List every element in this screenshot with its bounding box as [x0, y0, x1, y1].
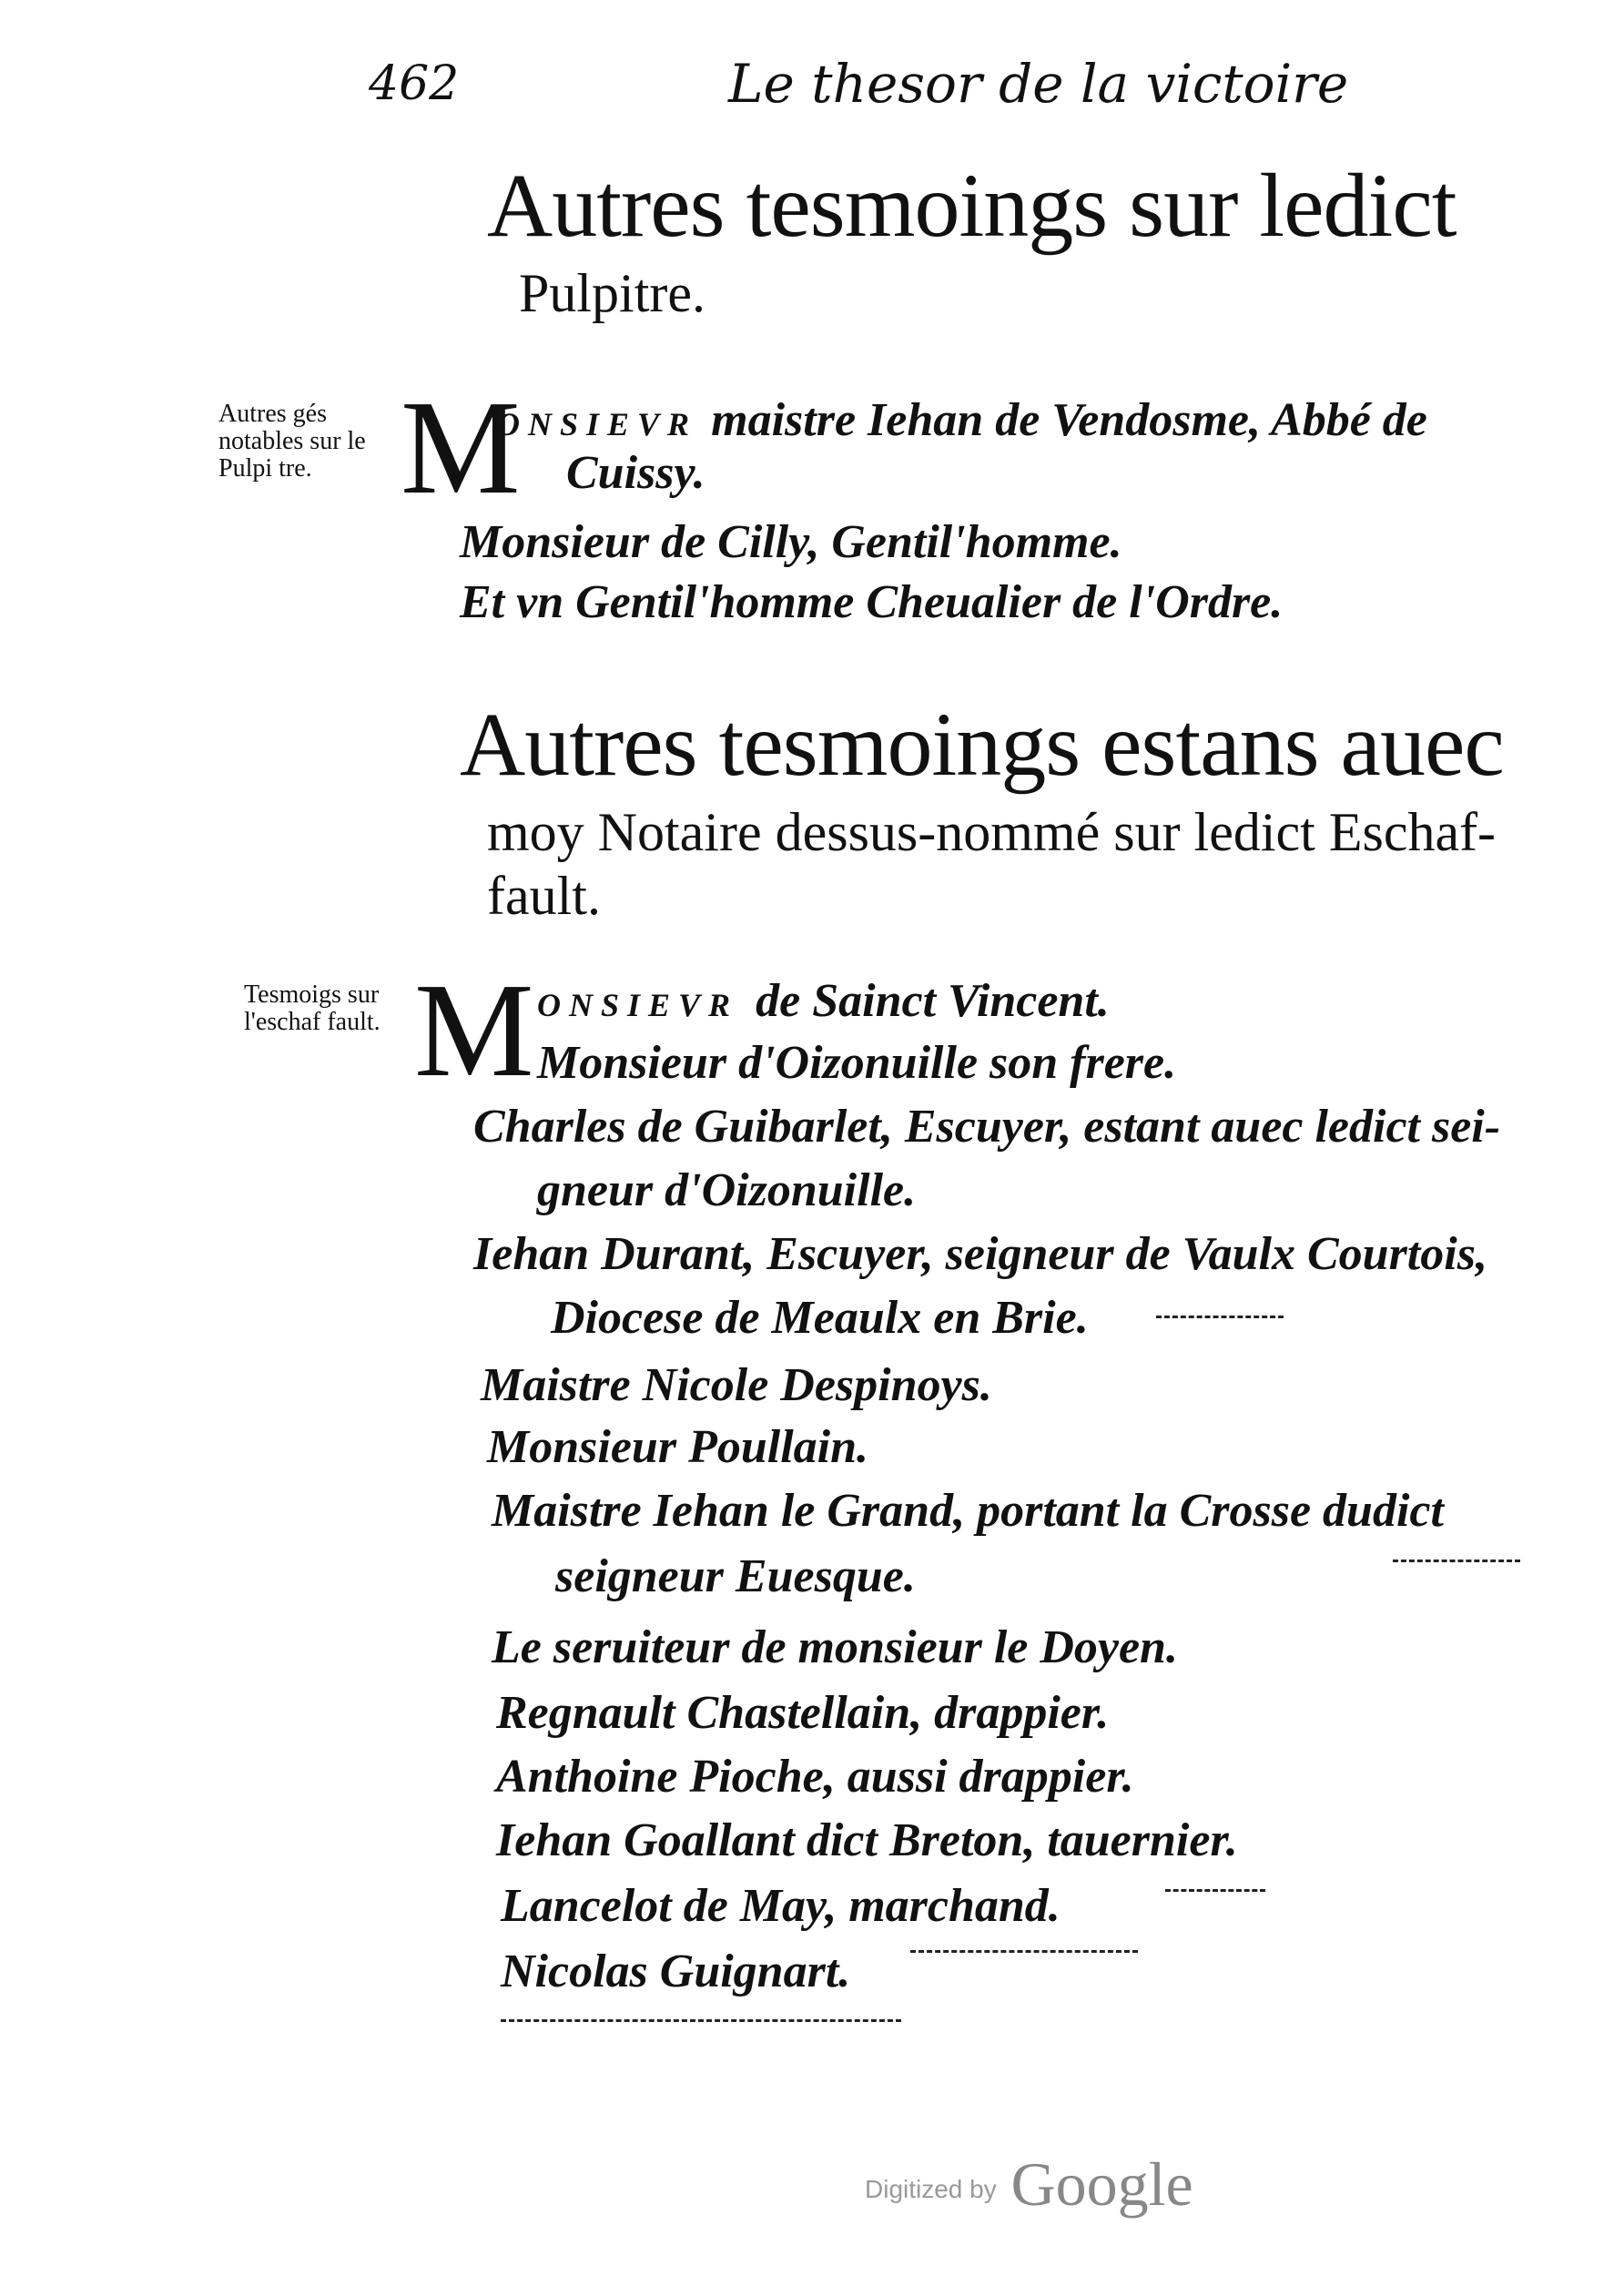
list-item: Nicolas Guignart.: [501, 1946, 851, 1997]
list-item: Diocese de Meaulx en Brie.: [551, 1292, 1089, 1344]
entry-text: de Sainct Vincent.: [756, 975, 1110, 1027]
google-logo: Google: [1010, 2149, 1193, 2219]
list-item: Lancelot de May, marchand.: [501, 1880, 1061, 1932]
section1-heading: Autres tesmoings sur ledict: [487, 155, 1457, 256]
dashed-rule: [1156, 1316, 1284, 1318]
list-item: Iehan Goallant dict Breton, tauernier.: [496, 1814, 1238, 1866]
list-item: Monsieur de Cilly, Gentil'homme.: [460, 516, 1122, 568]
list-item: Charles de Guibarlet, Escuyer, estant auec ledict sei-: [473, 1101, 1501, 1153]
section2-heading-cont: moy Notaire dessus-nommé sur ledict Eschaf-: [487, 802, 1497, 862]
section1-first-line: [496, 393, 1427, 447]
section1-heading-cont: Pulpitre.: [519, 263, 705, 323]
section2-heading-cont2: fault.: [487, 866, 601, 926]
digitized-label: Digitized by: [865, 2175, 997, 2203]
entry-text: maistre Iehan de Vendosme, Abbé de: [711, 394, 1427, 446]
section1-margin-note: Autres gés notables sur le Pulpi tre.: [218, 400, 366, 483]
list-item: gneur d'Oizonuille.: [537, 1164, 917, 1216]
dashed-rule: [1165, 1889, 1265, 1892]
dashed-rule: [501, 2019, 901, 2022]
digitized-footer: [865, 2149, 1193, 2220]
list-item: Regnault Chastellain, drappier.: [496, 1687, 1110, 1739]
running-title: Le thesor de la victoire: [728, 53, 1349, 115]
smallcaps-word: ONSIEVR: [537, 987, 739, 1023]
list-item: Maistre Iehan le Grand, portant la Crosse dudict: [492, 1485, 1444, 1537]
list-item: Le seruiteur de monsieur le Doyen.: [492, 1621, 1178, 1673]
list-item: Monsieur d'Oizonuille son frere.: [537, 1037, 1177, 1089]
section1-drop-cap: M: [401, 373, 521, 523]
list-item: Iehan Durant, Escuyer, seigneur de Vaulx Courtois,: [473, 1228, 1487, 1280]
list-item: seigneur Euesque.: [555, 1550, 916, 1602]
section2-margin-note: Tesmoigs sur l'eschaf fault.: [244, 981, 381, 1036]
page-number: 462: [369, 56, 460, 111]
smallcaps-word: ONSIEVR: [496, 406, 698, 442]
list-item: Et vn Gentil'homme Cheualier de l'Ordre.: [460, 576, 1284, 628]
list-item: Maistre Nicole Despinoys.: [481, 1359, 992, 1411]
list-item: Anthoine Pioche, aussi drappier.: [496, 1751, 1134, 1803]
section1-first-cont: Cuissy.: [566, 447, 705, 499]
dashed-rule: [1393, 1560, 1520, 1562]
section2-drop-cap: M: [414, 956, 534, 1105]
section2-first-line: [537, 974, 1110, 1028]
section2-heading: Autres tesmoings estans auec: [460, 694, 1504, 795]
dashed-rule: [910, 1950, 1138, 1953]
list-item: Monsieur Poullain.: [487, 1421, 869, 1473]
